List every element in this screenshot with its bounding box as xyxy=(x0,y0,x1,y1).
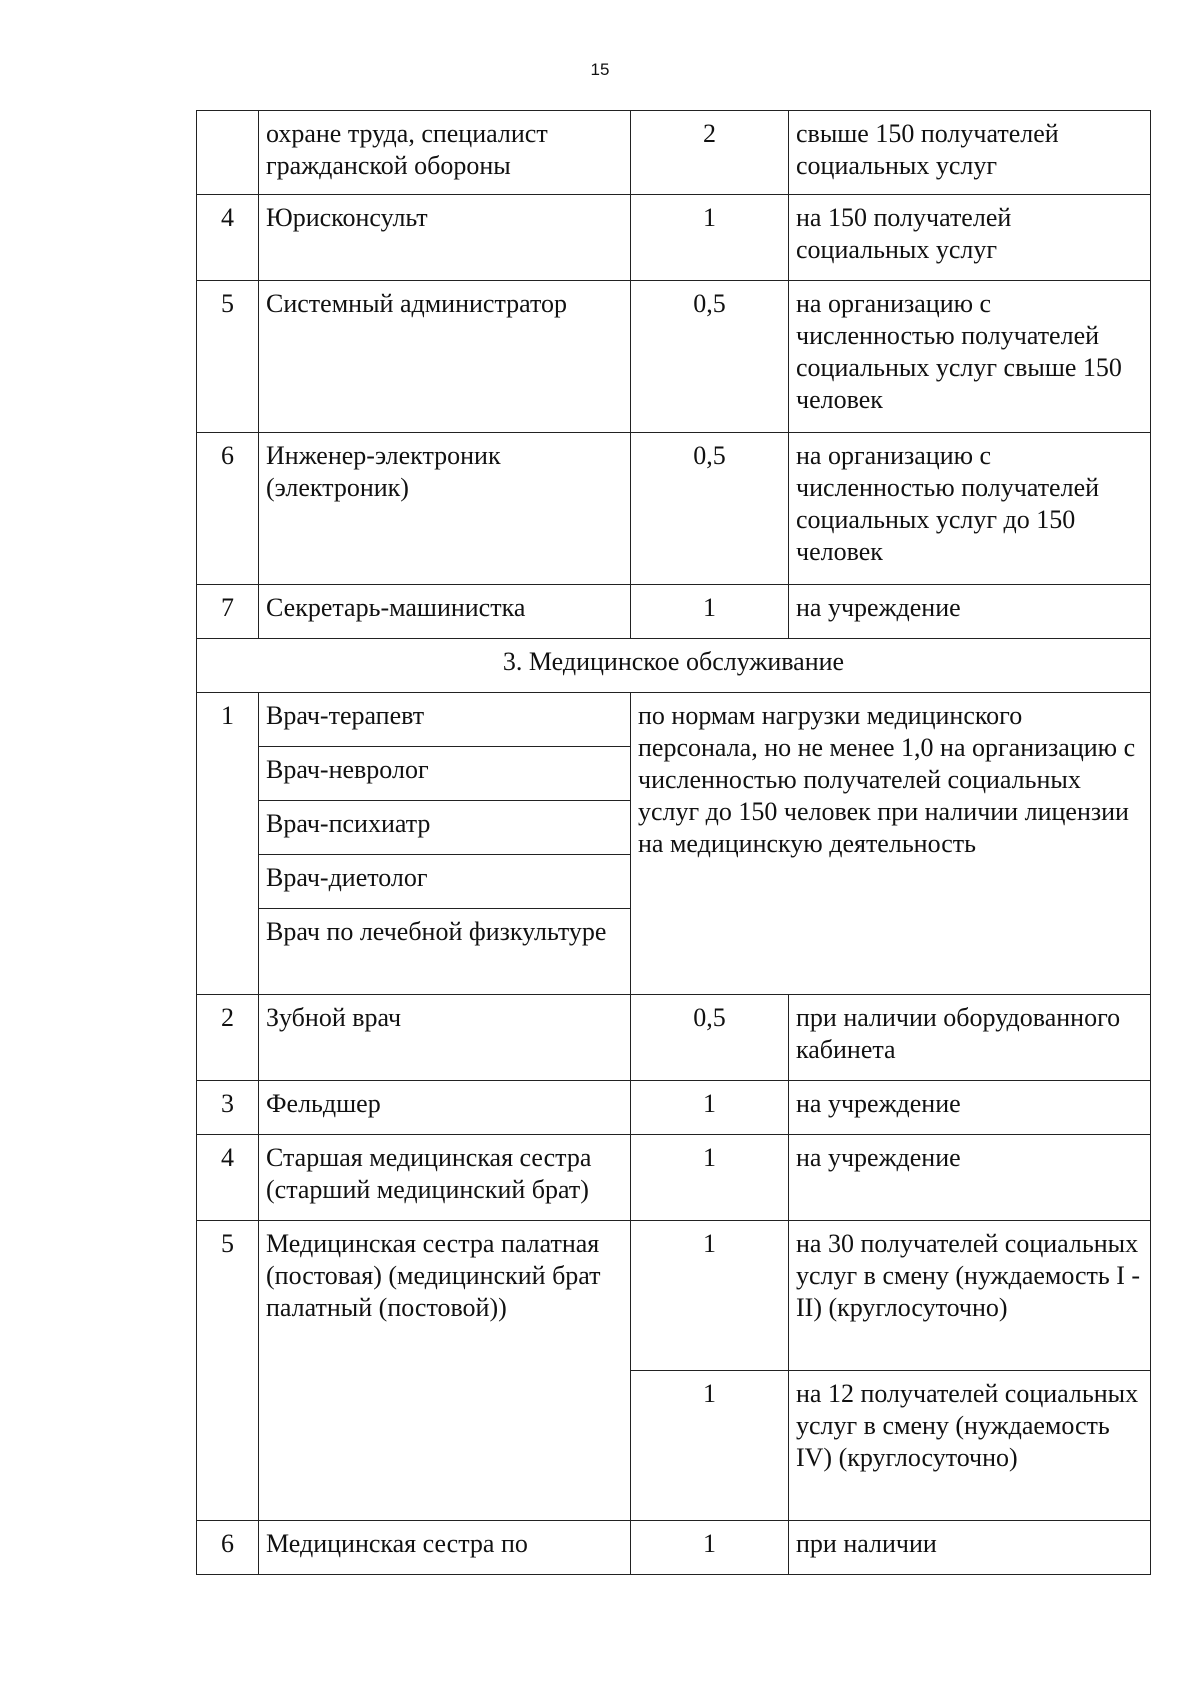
section-title: 3. Медицинское обслуживание xyxy=(197,639,1151,693)
position-title: Зубной врач xyxy=(259,995,631,1081)
staffing-basis: на организацию с численностью получателей социальных услуг до 150 человек xyxy=(789,433,1151,585)
staff-count: 1 xyxy=(631,1135,789,1221)
row-number: 7 xyxy=(197,585,259,639)
row-number: 6 xyxy=(197,1521,259,1575)
staff-count: 1 xyxy=(631,1081,789,1135)
position-title: Медицинская сестра по xyxy=(259,1521,631,1575)
row-number xyxy=(197,111,259,195)
position-title: охране труда, специалист гражданской обороны xyxy=(259,111,631,195)
table-row xyxy=(197,693,1151,747)
position-title: Медицинская сестра палатная (постовая) (медицинский брат палатный (постовой)) xyxy=(259,1221,631,1521)
staffing-basis: на учреждение xyxy=(789,585,1151,639)
position-title: Врач по лечебной физкультуре xyxy=(259,909,631,995)
table-row xyxy=(197,195,1151,281)
row-number: 3 xyxy=(197,1081,259,1135)
position-title: Врач-психиатр xyxy=(259,801,631,855)
table-row xyxy=(197,1221,1151,1371)
table-row xyxy=(197,281,1151,433)
row-number: 4 xyxy=(197,1135,259,1221)
row-number: 5 xyxy=(197,281,259,433)
table-row xyxy=(197,1135,1151,1221)
row-number: 5 xyxy=(197,1221,259,1521)
position-title: Старшая медицинская сестра (старший медицинский брат) xyxy=(259,1135,631,1221)
staff-count: 0,5 xyxy=(631,995,789,1081)
staffing-basis: при наличии оборудованного кабинета xyxy=(789,995,1151,1081)
row-number: 1 xyxy=(197,693,259,995)
staffing-basis: на учреждение xyxy=(789,1135,1151,1221)
staffing-basis: на организацию с численностью получателей социальных услуг свыше 150 человек xyxy=(789,281,1151,433)
staffing-basis: на 150 получателей социальных услуг xyxy=(789,195,1151,281)
table-row xyxy=(197,1521,1151,1575)
staff-count: 0,5 xyxy=(631,433,789,585)
table-row xyxy=(197,995,1151,1081)
table-row xyxy=(197,1081,1151,1135)
position-title: Секретарь-машинистка xyxy=(259,585,631,639)
section-heading-row xyxy=(197,639,1151,693)
staff-count: 2 xyxy=(631,111,789,195)
staffing-basis: на 30 получателей социальных услуг в смену (нуждаемость I - II) (круглосуточно) xyxy=(789,1221,1151,1371)
position-title: Юрисконсульт xyxy=(259,195,631,281)
table-row xyxy=(197,433,1151,585)
table-row xyxy=(197,111,1151,195)
staffing-basis: свыше 150 получателей социальных услуг xyxy=(789,111,1151,195)
table-row xyxy=(197,585,1151,639)
staffing-basis: при наличии xyxy=(789,1521,1151,1575)
staffing-basis: на учреждение xyxy=(789,1081,1151,1135)
staff-count: 1 xyxy=(631,1221,789,1371)
staff-count: 0,5 xyxy=(631,281,789,433)
row-number: 2 xyxy=(197,995,259,1081)
staffing-basis: по нормам нагрузки медицинского персонала, но не менее 1,0 на организацию с численностью получателей социальных услуг до 150 человек при наличии лицензии на медицинскую деятельность xyxy=(631,693,1151,995)
position-title: Инженер-электроник (электроник) xyxy=(259,433,631,585)
row-number: 4 xyxy=(197,195,259,281)
position-title: Фельдшер xyxy=(259,1081,631,1135)
staffing-basis: на 12 получателей социальных услуг в смену (нуждаемость IV) (круглосуточно) xyxy=(789,1371,1151,1521)
position-title: Системный администратор xyxy=(259,281,631,433)
staff-table xyxy=(196,110,1151,1575)
position-title: Врач-невролог xyxy=(259,747,631,801)
page-number: 15 xyxy=(590,60,610,79)
position-title: Врач-диетолог xyxy=(259,855,631,909)
row-number: 6 xyxy=(197,433,259,585)
position-title: Врач-терапевт xyxy=(259,693,631,747)
staff-count: 1 xyxy=(631,585,789,639)
staff-count: 1 xyxy=(631,1521,789,1575)
staff-count: 1 xyxy=(631,1371,789,1521)
staff-count: 1 xyxy=(631,195,789,281)
